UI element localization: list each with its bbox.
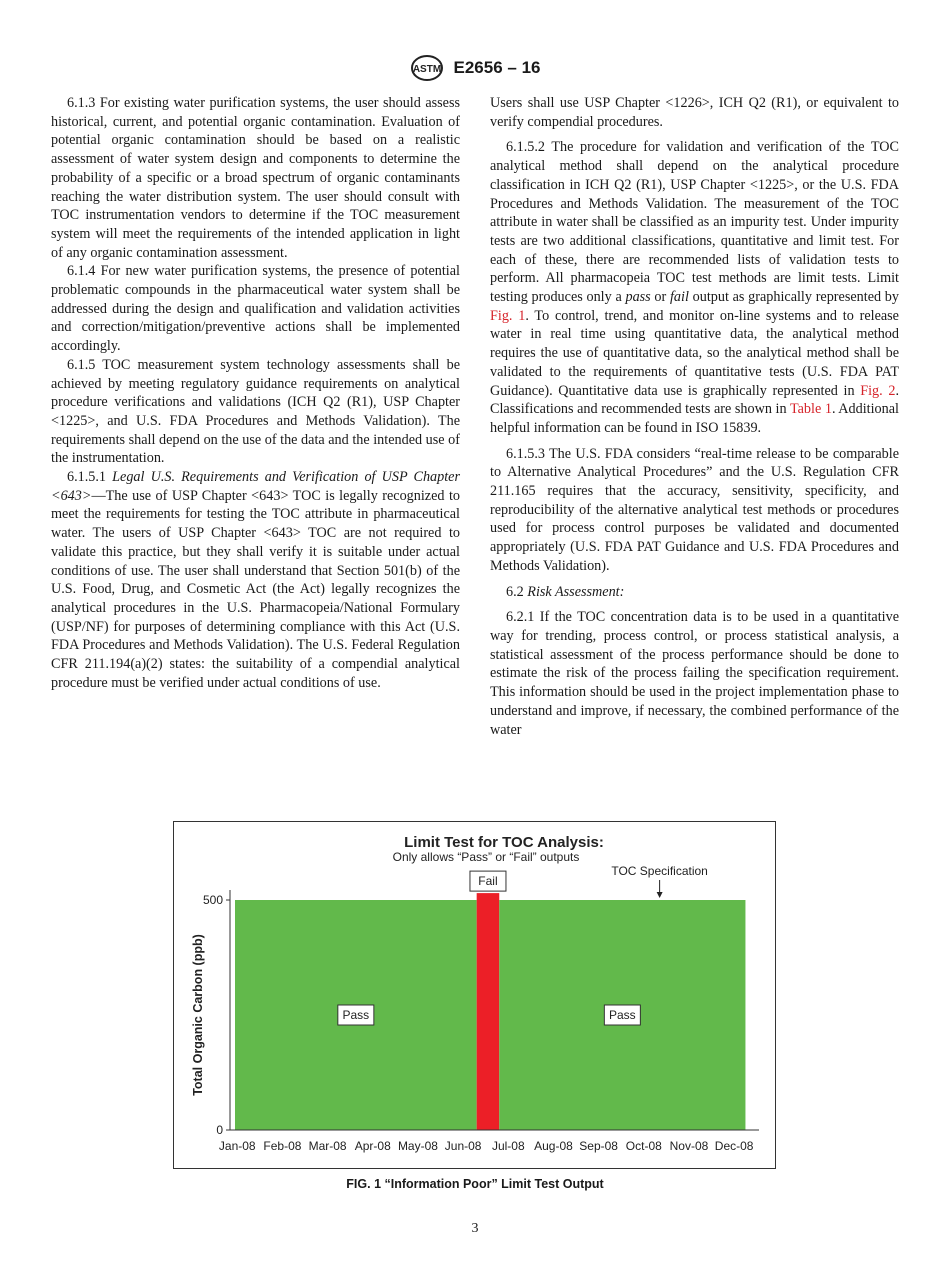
paragraph-6-1-3: 6.1.3 For existing water purification systems, the user should assess historical, current, and potential organic contamination. Evaluation of potential organic contamination should be based on a realistic assessment of water system design and components to determine the probability of a specific or a broad spectrum of organic contaminants reaching the water distribution system. The user should consult with TOC instrumentation vendors to determine if the TOC measurement system will meet the requirements of the intended application in light of any organic contamination assessment. (51, 95, 460, 261)
spec-annotation-text: TOC Specification (611, 864, 708, 878)
paragraph-6-2 (490, 583, 899, 602)
text-run: . To control, trend, and monitor on-line systems and to release water in real time using quantitative data, the analytical method requires the use of quantitative data, so the analytical method shall be validated to the requirements of quantitative tests (U.S. FDA PAT Guidance). Quantitative data use is graphically represented in (490, 307, 899, 399)
emphasis-pass: pass (625, 289, 651, 306)
y-tick-label: 500 (202, 893, 223, 907)
fig-1-link[interactable]: Fig. 1 (490, 307, 526, 324)
paragraph-6-1-5-2 (490, 138, 899, 437)
x-tick-label: Jan-08 (218, 1139, 256, 1153)
figure-caption: FIG. 1 “Information Poor” Limit Test Output (346, 1177, 604, 1191)
paragraph-6-1-5-3: 6.1.5.3 The U.S. FDA considers “real-time release to be comparable to Alternative Analytical Procedures” and the U.S. Regulation CFR 211.165 requires that the accuracy, sensitivity, specificity, and reproducibility of the alternative analytical test methods or procedures used for process control purposes be validated and documented appropriately (U.S. FDA PAT Guidance and U.S. FDA Procedures and Methods Validation). (490, 445, 899, 574)
limit-test-chart (174, 822, 775, 1168)
section-title: Legal U.S. Requirements and Verification of USP Chapter <643> (51, 469, 460, 504)
x-tick-label: Oct-08 (625, 1139, 662, 1153)
chart-subtitle: Only allows “Pass” or “Fail” outputs (392, 850, 580, 864)
page-header (0, 54, 950, 82)
text-run: output as graphically represented by (688, 289, 899, 306)
chart-title: Limit Test for TOC Analysis: (404, 834, 604, 851)
spec-arrow-icon (657, 892, 663, 898)
x-tick-label: Jul-08 (491, 1139, 525, 1153)
x-tick-label: Jun-08 (444, 1139, 482, 1153)
page-number: 3 (471, 1221, 479, 1236)
figure-1-chart (173, 821, 776, 1169)
x-tick-label: Feb-08 (263, 1139, 302, 1153)
x-tick-label: May-08 (397, 1139, 438, 1153)
fig-2-link[interactable]: Fig. 2 (860, 382, 896, 399)
x-tick-label: Aug-08 (534, 1139, 573, 1153)
y-axis-label: Total Organic Carbon (ppb) (191, 934, 205, 1096)
pass-label-0: Pass (342, 1008, 370, 1022)
x-tick-label: Apr-08 (354, 1139, 391, 1153)
standard-designation: E2656 – 16 (453, 58, 541, 77)
x-tick-label: Dec-08 (714, 1139, 754, 1153)
emphasis-fail: fail (669, 289, 689, 306)
text-run: . Classifications and recommended tests are shown in (490, 382, 899, 418)
y-tick-label: 0 (216, 1123, 223, 1137)
paragraph-6-1-5-1-continued: Users shall use USP Chapter <1226>, ICH Q2 (R1), or equivalent to verify compendial procedures. (490, 95, 899, 130)
left-column (51, 94, 460, 693)
table-1-link[interactable]: Table 1 (789, 401, 832, 418)
x-tick-label: Mar-08 (308, 1139, 347, 1153)
text-run: or (650, 289, 670, 306)
bar-fail-1 (477, 893, 500, 1130)
paragraph-number: 6.1.5.1 (67, 469, 113, 486)
x-tick-label: Nov-08 (669, 1139, 709, 1153)
paragraph-6-1-5-1 (51, 468, 460, 692)
paragraph-6-1-5: 6.1.5 TOC measurement system technology assessments shall be achieved by meeting regulatory guidance requirements on analytical procedure verifications and validations (ICH Q2 (R1), USP Chapter <1225>, and U.S. FDA Procedures and Methods Validation). The requirements shall depend on the use of the data and the intended use of the instrumentation. (51, 356, 460, 467)
pass-label-2: Pass (609, 1008, 636, 1022)
paragraph-number: 6.2 (506, 583, 528, 600)
text-run: . Additional helpful information can be found in ISO 15839. (490, 401, 899, 436)
section-title: Risk Assessment: (527, 583, 625, 600)
paragraph-body: —The use of USP Chapter <643> TOC is legally recognized to meet the requirements for testing the TOC attribute in pharmaceutical water. The users of USP Chapter <643> TOC are not required to validate this practice, but they shall verify it is suitable under actual conditions of use. The user shall understand that Section 501(b) of the U.S. Food, Drug, and Cosmetic Act (the Act) legally recognizes the analytical procedures in the U.S. Pharmacopeia/National Formulary (USP/NF) for purposes of determining compliance with this Act (U.S. FDA Procedures and Methods Validation). The U.S. Federal Regulation CFR 211.194(a)(2) states: the suitability of a compendial analytical procedure must be verified under actual conditions of use. (51, 487, 460, 691)
paragraph-6-1-4: 6.1.4 For new water purification systems, the presence of potential problematic compounds in the pharmaceutical water system shall be addressed during the design and qualification and validation activities and correction/mitigation/preventive actions shall be implemented accordingly. (51, 263, 460, 355)
x-tick-label: Sep-08 (579, 1139, 618, 1153)
right-column (490, 94, 899, 739)
fail-label: Fail (478, 874, 498, 889)
astm-logo-icon (410, 54, 444, 82)
paragraph-6-2-1: 6.2.1 If the TOC concentration data is to be used in a quantitative way for trending, process control, or process statistical analysis, a statistical assessment of the process performance should be done to estimate the risk of the process failing the specification requirement. This information should be used in the project implementation phase to understand and improve, if necessary, the combined performance of the water (490, 609, 899, 738)
svg-text:ASTM: ASTM (412, 64, 441, 75)
text-run: 6.1.5.2 The procedure for validation and verification of the TOC analytical method shall depend on the analytical procedure classification in ICH Q2 (R1), USP Chapter <1225>, or the U.S. FDA Procedures and Methods Validation. The measurement of the TOC attribute in water shall be classified as an impurity test. Under impurity tests are two additional classifications, quantitative and limit test. For each of these, there are recommended lists of validation tests to perform. All pharmacopeia TOC test methods are limit tests. Limit testing produces only a (490, 139, 899, 306)
